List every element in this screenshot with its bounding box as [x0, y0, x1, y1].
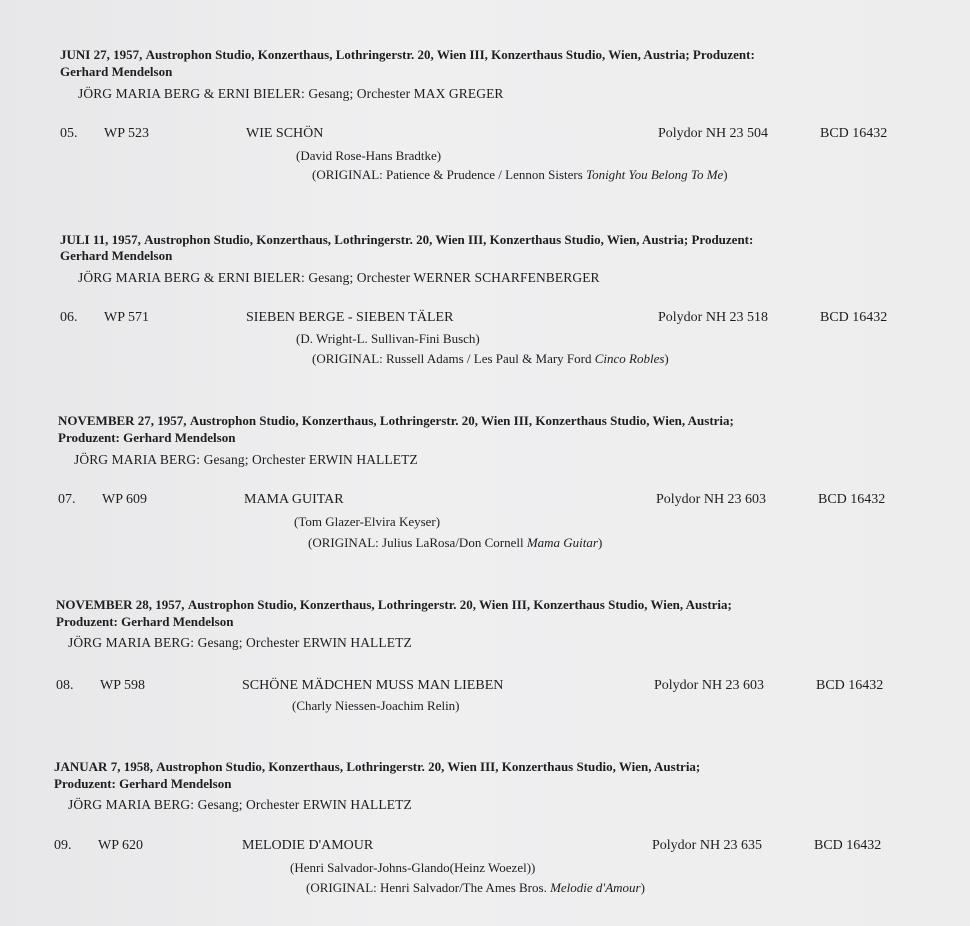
producer-name: Gerhard Mendelson [60, 64, 173, 79]
artist-names: JÖRG MARIA BERG: [68, 635, 195, 650]
composers: (Charly Niessen-Joachim Relin) [292, 698, 460, 713]
session-studio: Austrophon Studio, Konzerthaus, Lothringerstr. 20, Wien III, Konzerthaus Studio, Wien, Austria; [144, 232, 689, 247]
producer-label: Produzent: [58, 430, 120, 445]
original-credit [312, 167, 728, 183]
producer-name: Gerhard Mendelson [60, 248, 173, 263]
matrix-number: WP 523 [104, 126, 149, 141]
artist-names: JÖRG MARIA BERG & ERNI BIELER: [78, 270, 305, 285]
session-header-line-2 [54, 776, 231, 792]
session-date: JUNI 27, 1957, [60, 47, 143, 62]
session-header-line-2 [56, 614, 233, 630]
bcd-number: BCD 16432 [820, 126, 888, 141]
session-header-line-2 [60, 248, 172, 264]
track-row [0, 838, 970, 856]
original-credit [308, 535, 602, 551]
producer-label: Produzent: [54, 776, 116, 791]
artist-line [68, 797, 412, 813]
orchestra-name: ERWIN HALLETZ [308, 452, 418, 467]
bcd-number: BCD 16432 [816, 678, 884, 693]
track-number: 06. [60, 310, 78, 325]
matrix-number: WP 571 [104, 310, 149, 325]
track-number: 09. [54, 838, 72, 853]
session-header-line-1 [56, 597, 732, 613]
original-title: Melodie d'Amour [550, 880, 641, 895]
release-label: Polydor NH 23 504 [658, 126, 769, 141]
original-title: Tonight You Belong To Me [586, 167, 724, 182]
session-date: NOVEMBER 28, 1957, [56, 597, 185, 612]
artist-line [78, 86, 504, 102]
orchestra-name: ERWIN HALLETZ [302, 797, 412, 812]
session-header-line-1 [60, 232, 753, 248]
original-title: Mama Guitar [526, 535, 598, 550]
track-title: WIE SCHÖN [246, 126, 324, 141]
matrix-number: WP 620 [98, 838, 143, 853]
track-number: 08. [56, 678, 74, 693]
session-header-line-1 [58, 413, 734, 429]
session-studio: Austrophon Studio, Konzerthaus, Lothringerstr. 20, Wien III, Konzerthaus Studio, Wien, Austria; [189, 413, 734, 428]
original-prefix: (ORIGINAL: Julius LaRosa/Don Cornell [308, 535, 524, 550]
original-suffix: ) [597, 535, 603, 550]
release-label: Polydor NH 23 603 [654, 678, 765, 693]
producer-label: Produzent: [56, 614, 118, 629]
matrix-number: WP 598 [100, 678, 145, 693]
track-row [0, 492, 970, 510]
original-suffix: ) [723, 167, 728, 182]
session-date: NOVEMBER 27, 1957, [58, 413, 187, 428]
release-label: Polydor NH 23 518 [658, 310, 769, 325]
bcd-number: BCD 16432 [814, 838, 882, 853]
original-suffix: ) [640, 880, 645, 895]
producer-label: Produzent: [691, 232, 754, 247]
session-studio: Austrophon Studio, Konzerthaus, Lothringerstr. 20, Wien III, Konzerthaus Studio, Wien, Austria; [187, 597, 732, 612]
original-prefix: (ORIGINAL: Henri Salvador/The Ames Bros. [306, 880, 547, 895]
session-studio: Austrophon Studio, Konzerthaus, Lothringerstr. 20, Wien III, Konzerthaus Studio, Wien, Austria; [156, 759, 701, 774]
bcd-number: BCD 16432 [820, 310, 888, 325]
artist-line [68, 635, 412, 651]
release-label: Polydor NH 23 635 [652, 838, 763, 853]
matrix-number: WP 609 [102, 492, 147, 507]
original-credit [306, 880, 645, 896]
session-header-line-1 [60, 47, 755, 63]
original-prefix: (ORIGINAL: Russell Adams / Les Paul & Mary Ford [312, 351, 592, 366]
track-row [0, 310, 970, 328]
orchestra-name: MAX GREGER [413, 86, 504, 101]
session-date: JULI 11, 1957, [60, 232, 141, 247]
session-header-line-2 [60, 64, 172, 80]
composers: (Tom Glazer-Elvira Keyser) [294, 514, 441, 529]
composers: (David Rose-Hans Bradtke) [296, 148, 442, 163]
orchestra-name: WERNER SCHARFENBERGER [413, 270, 600, 285]
session-header-line-2 [58, 430, 235, 446]
track-title: MELODIE D'AMOUR [242, 838, 374, 853]
track-number: 07. [58, 492, 76, 507]
artist-names: JÖRG MARIA BERG: [74, 452, 201, 467]
artist-names: JÖRG MARIA BERG & ERNI BIELER: [78, 86, 305, 101]
release-label: Polydor NH 23 603 [656, 492, 767, 507]
artist-role: Gesang; Orchester [308, 86, 411, 101]
artist-names: JÖRG MARIA BERG: [68, 797, 195, 812]
composers: (D. Wright-L. Sullivan-Fini Busch) [296, 331, 480, 346]
artist-role: Gesang; Orchester [203, 452, 306, 467]
artist-role: Gesang; Orchester [197, 635, 300, 650]
orchestra-name: ERWIN HALLETZ [302, 635, 412, 650]
original-suffix: ) [664, 351, 669, 366]
track-row [0, 126, 970, 144]
track-title: SCHÖNE MÄDCHEN MUSS MAN LIEBEN [242, 678, 504, 693]
producer-name: Gerhard Mendelson [119, 776, 232, 791]
original-title: Cinco Robles [594, 351, 665, 366]
artist-line [78, 270, 600, 286]
producer-name: Gerhard Mendelson [121, 614, 234, 629]
track-number: 05. [60, 126, 78, 141]
original-credit [312, 351, 669, 367]
track-row [0, 678, 970, 696]
artist-role: Gesang; Orchester [197, 797, 300, 812]
composers: (Henri Salvador-Johns-Glando(Heinz Woezel)) [290, 860, 536, 875]
original-prefix: (ORIGINAL: Patience & Prudence / Lennon Sisters [312, 167, 583, 182]
artist-role: Gesang; Orchester [308, 270, 411, 285]
bcd-number: BCD 16432 [818, 492, 886, 507]
artist-line [74, 452, 418, 468]
track-title: SIEBEN BERGE - SIEBEN TÄLER [246, 310, 454, 325]
session-date: JANUAR 7, 1958, [54, 759, 153, 774]
session-studio: Austrophon Studio, Konzerthaus, Lothringerstr. 20, Wien III, Konzerthaus Studio, Wien, Austria; [145, 47, 690, 62]
track-title: MAMA GUITAR [244, 492, 344, 507]
producer-name: Gerhard Mendelson [123, 430, 236, 445]
session-header-line-1 [54, 759, 700, 775]
producer-label: Produzent: [692, 47, 755, 62]
